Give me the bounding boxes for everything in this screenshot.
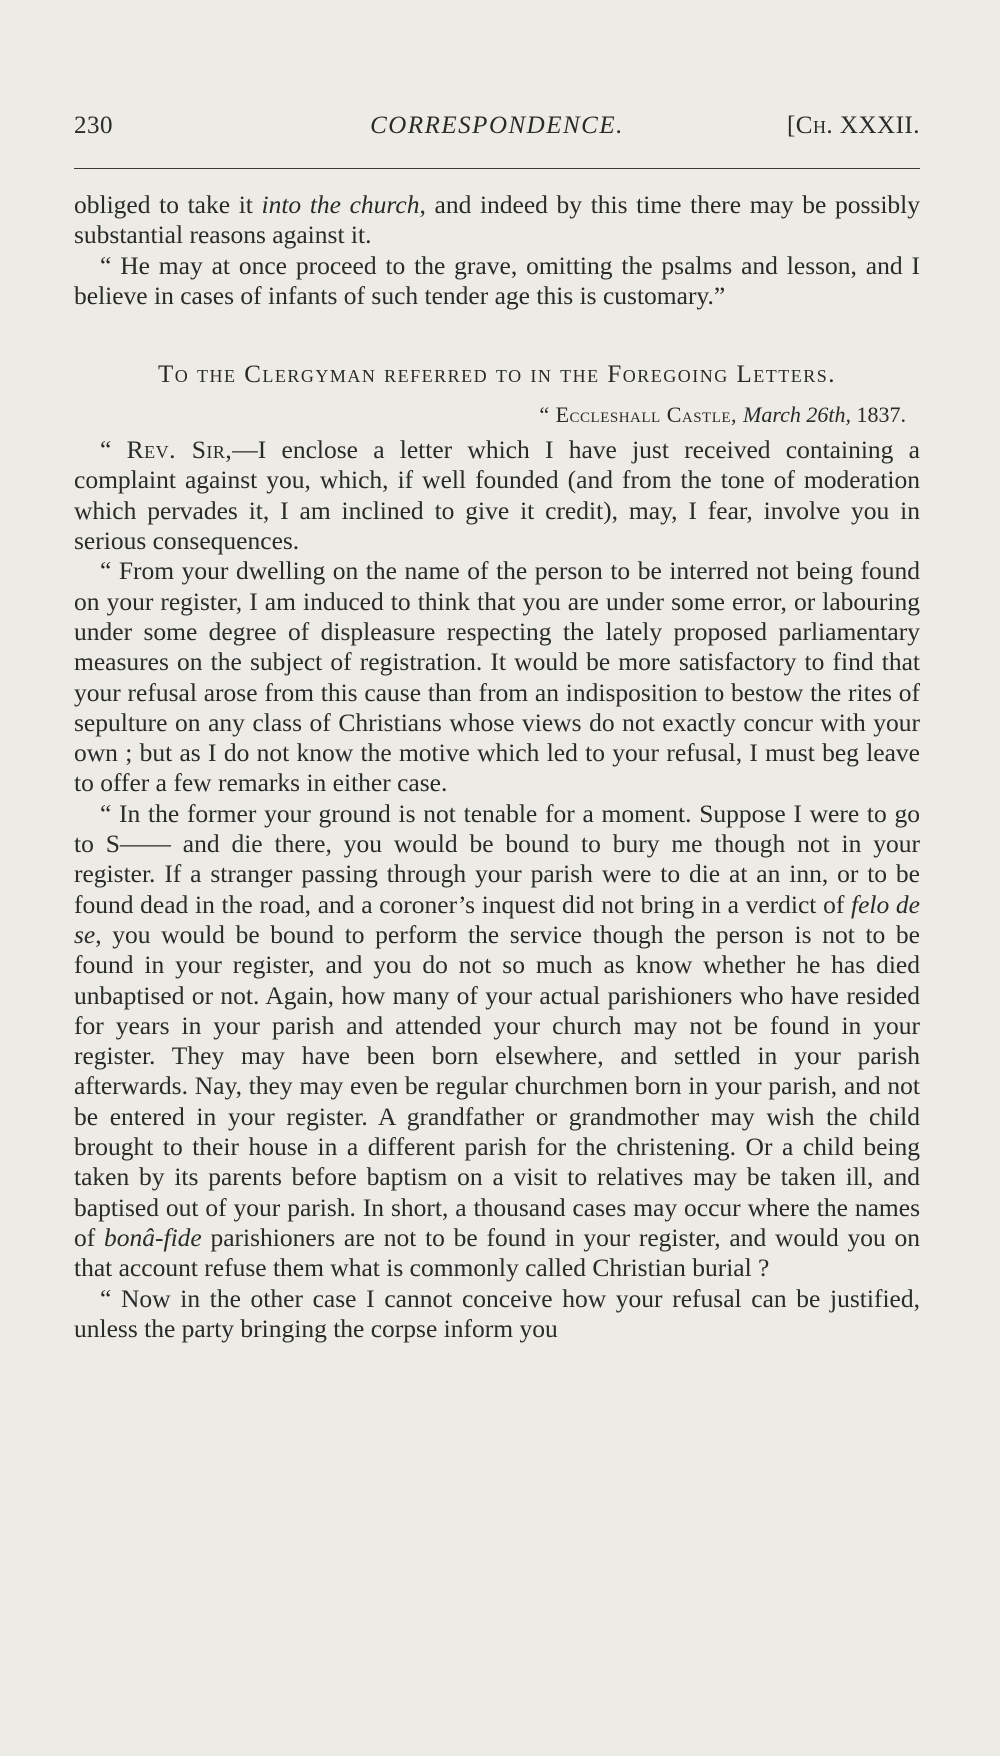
text-run: obliged to take it bbox=[74, 190, 262, 219]
letter-paragraph-1 bbox=[74, 435, 920, 556]
chapter-reference: [Ch. XXXII. bbox=[786, 112, 920, 139]
running-title: CORRESPONDENCE. bbox=[370, 112, 624, 139]
letter-paragraph-3 bbox=[74, 799, 920, 1284]
text-run: , and indeed by this time there may be possibly substantial reasons against it. bbox=[74, 190, 921, 250]
quoted-paragraph: “ He may at once proceed to the grave, omitting the psalms and lesson, and I believe in cases of infants of such tender age this is customary.” bbox=[74, 250, 920, 310]
italic-text: felo de se bbox=[74, 889, 920, 949]
salutation: Rev. Sir, bbox=[126, 435, 233, 465]
letter-heading: To the Clergyman referred to in the Foregoing Letters. bbox=[157, 361, 836, 389]
letter-paragraph-4: “ Now in the other case I cannot conceive how your refusal can be justified, unless the party bringing the corpse inform you bbox=[74, 1283, 920, 1343]
dateline-place: “ Eccleshall Castle, bbox=[539, 402, 744, 428]
header-rule bbox=[74, 168, 920, 169]
text-run: “ In the former your ground is not tenable for a moment. Suppose I were to go to S—— and die there, you would be bound to bury me though not in your register. If a stranger passing through your parish were to die at an inn, or to be found dead in the road, and a coroner’s inquest did not bring in a verdict of bbox=[74, 798, 920, 919]
section-gap bbox=[74, 311, 920, 359]
text-run: parishioners are not to be found in your register, and would you on that account refuse them what is commonly called Christian burial ? bbox=[74, 1222, 920, 1283]
continued-paragraph bbox=[74, 190, 920, 251]
italic-text: into the church bbox=[261, 190, 420, 219]
letter-dateline bbox=[74, 399, 920, 431]
letter-paragraph-2: “ From your dwelling on the name of the person to be interred not being found on your register, I am induced to think that you are under some error, or labouring under some degree of displeasure respecting the lately proposed parliamentary measures on the subject of registration. It would be more satisfactory to find that your refusal arose from this cause than from an indisposition to bestow the rites of sepulture on any class of Christians whose views do not exactly concur with your own ; but as I do not know the motive which led to your refusal, I must beg leave to offer a few remarks in either case. bbox=[74, 556, 920, 798]
dateline-year: 1837. bbox=[851, 402, 906, 428]
page-body bbox=[74, 190, 920, 1344]
open-quote: “ bbox=[100, 435, 127, 465]
running-header bbox=[74, 112, 920, 152]
page-number: 230 bbox=[74, 112, 113, 139]
text-run: —I enclose a letter which I have just received containing a complaint against you, which, if well founded (and from the tone of moderation which pervades it, I am inclined to give it credit), may, I fear, involve you in serious consequences. bbox=[74, 435, 920, 556]
text-run: , you would be bound to perform the service though the person is not to be found in your register, and you do not so much as know whether he has died unbaptised or not. Again, how many of your actual parishioners who have resided for years in your parish and attended your church may not be found in your register. They may have been born elsewhere, and settled in your parish afterwards. Nay, they may even be regular churchmen born in your parish, and not be entered in your register. A grandfather or grandmother may wish the child brought to their house in a different parish for the christening. Or a child being taken by its parents before baptism on a visit to relatives may be taken ill, and baptised out of your parish. In short, a thousand cases may occur where the names of bbox=[74, 919, 920, 1252]
italic-text: bonâ-fide bbox=[104, 1222, 202, 1252]
dateline-date: March 26th, bbox=[743, 402, 851, 428]
